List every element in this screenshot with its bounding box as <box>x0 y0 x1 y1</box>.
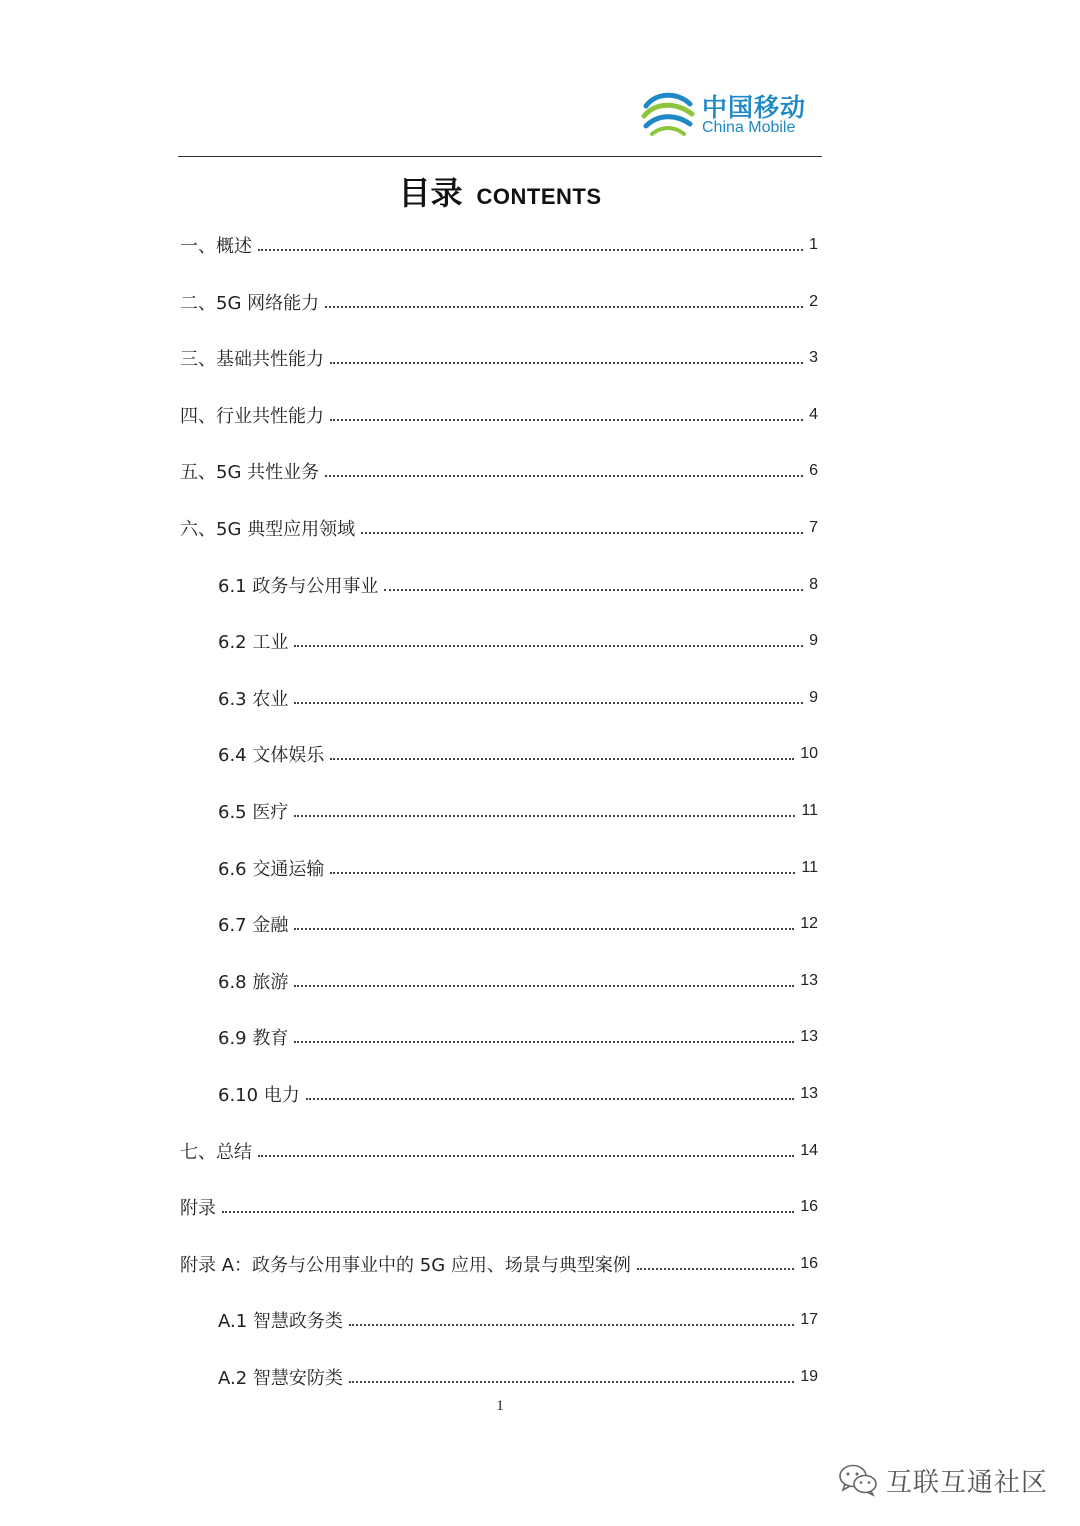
toc-entry-page: 4 <box>809 405 818 423</box>
toc-entry-label: 6.2 工业 <box>218 632 289 654</box>
header-rule <box>178 156 822 157</box>
toc-entry[interactable] <box>218 1305 818 1335</box>
title-english: CONTENTS <box>476 184 602 209</box>
toc-dot-leader <box>294 985 794 987</box>
logo-chinese-text: 中国移动 <box>702 93 807 122</box>
toc-entry-label: 6.3 农业 <box>218 688 289 710</box>
toc-entry-label: 6.4 文体娱乐 <box>218 745 325 767</box>
toc-entry-page: 16 <box>800 1198 818 1216</box>
toc-entry[interactable] <box>218 966 818 996</box>
toc-entry-label: 6.8 旅游 <box>218 971 289 993</box>
toc-entry-page: 16 <box>800 1254 818 1272</box>
toc-entry-page: 9 <box>809 632 818 650</box>
toc-entry-label: A.1 智慧政务类 <box>218 1311 343 1333</box>
toc-entry[interactable] <box>218 1362 818 1392</box>
logo-english-text: China Mobile <box>702 119 796 136</box>
toc-entry-page: 7 <box>809 519 818 536</box>
toc-dot-leader <box>325 306 803 308</box>
watermark <box>838 1460 1048 1500</box>
toc-entry[interactable] <box>218 1079 818 1109</box>
toc-entry-page: 11 <box>801 802 818 819</box>
toc-entry[interactable] <box>218 1022 818 1052</box>
toc-dot-leader <box>349 1381 794 1383</box>
toc-dot-leader <box>258 1155 794 1157</box>
toc-entry[interactable] <box>180 230 818 260</box>
toc-entry[interactable] <box>218 739 818 769</box>
toc-dot-leader <box>294 645 803 647</box>
toc-dot-leader <box>349 1324 794 1326</box>
toc-entry-page: 3 <box>809 349 818 367</box>
toc-entry-label: 六、5G 典型应用领域 <box>180 519 356 540</box>
toc-entry-page: 19 <box>800 1368 818 1385</box>
page-title <box>0 168 1000 214</box>
toc-entry-page: 2 <box>809 292 818 310</box>
toc-entry[interactable] <box>180 343 818 373</box>
toc-entry[interactable] <box>180 1249 818 1279</box>
toc-entry[interactable] <box>180 400 818 430</box>
toc-entry-page: 10 <box>800 745 818 763</box>
toc-entry-label: 三、基础共性能力 <box>180 349 324 371</box>
toc-entry[interactable] <box>180 1192 818 1222</box>
toc-dot-leader <box>330 758 794 760</box>
toc-entry-page: 9 <box>809 688 818 706</box>
china-mobile-logo-icon <box>640 86 696 142</box>
toc-dot-leader <box>361 532 803 534</box>
china-mobile-logo <box>640 86 810 146</box>
toc-entry-page: 13 <box>800 1085 818 1102</box>
toc-entry-label: 七、总结 <box>180 1141 252 1163</box>
toc-dot-leader <box>294 1041 794 1043</box>
toc-entry-page: 12 <box>800 915 818 933</box>
toc-dot-leader <box>294 815 795 817</box>
toc-entry-label: 6.9 教育 <box>218 1028 289 1050</box>
toc-entry-page: 13 <box>800 971 818 989</box>
toc-dot-leader <box>330 362 803 364</box>
toc-entry[interactable] <box>180 1136 818 1166</box>
toc-entry-label: 6.1 政务与公用事业 <box>218 575 379 597</box>
toc-entry[interactable] <box>218 570 818 600</box>
toc-entry-page: 14 <box>800 1141 818 1159</box>
toc-entry-page: 8 <box>809 575 818 593</box>
toc-entry-label: 6.6 交通运输 <box>218 858 325 880</box>
toc-entry-page: 13 <box>800 1028 818 1046</box>
toc-dot-leader <box>384 589 803 591</box>
toc-entry[interactable] <box>218 626 818 656</box>
title-chinese: 目录 <box>398 174 463 212</box>
toc-entry-label: 6.7 金融 <box>218 915 289 937</box>
toc-entry-label: 一、概述 <box>180 236 252 257</box>
toc-entry-page: 17 <box>800 1311 818 1329</box>
page-number: 1 <box>496 1398 504 1414</box>
toc-entry-label: 四、行业共性能力 <box>180 405 324 427</box>
toc-entry-page: 6 <box>809 462 818 480</box>
toc-entry[interactable] <box>180 287 818 317</box>
toc-entry-label: 6.10 电力 <box>218 1085 300 1106</box>
toc-entry-label: A.2 智慧安防类 <box>218 1368 343 1389</box>
toc-dot-leader <box>637 1268 794 1270</box>
wechat-icon <box>838 1463 878 1497</box>
toc-entry[interactable] <box>180 456 818 486</box>
toc-entry-label: 6.5 医疗 <box>218 802 289 823</box>
toc-dot-leader <box>330 419 803 421</box>
toc-entry-label: 附录 A：政务与公用事业中的 5G 应用、场景与典型案例 <box>180 1254 631 1276</box>
toc-entry[interactable] <box>218 853 818 883</box>
toc-entry-label: 五、5G 共性业务 <box>180 462 320 484</box>
watermark-text: 互联互通社区 <box>886 1467 1049 1498</box>
toc-entry-page: 11 <box>801 858 818 876</box>
toc-dot-leader <box>330 872 795 874</box>
toc-entry[interactable] <box>180 513 818 543</box>
toc-entry[interactable] <box>218 683 818 713</box>
toc-entry[interactable] <box>218 909 818 939</box>
toc-entry-label: 附录 <box>180 1198 216 1220</box>
toc-entry-page: 1 <box>809 236 818 253</box>
toc-dot-leader <box>325 475 803 477</box>
toc-entry[interactable] <box>218 796 818 826</box>
toc-dot-leader <box>294 702 803 704</box>
toc-entry-label: 二、5G 网络能力 <box>180 292 320 314</box>
toc-dot-leader <box>306 1098 794 1100</box>
toc-dot-leader <box>294 928 794 930</box>
toc-dot-leader <box>258 249 803 251</box>
toc-dot-leader <box>222 1211 794 1213</box>
